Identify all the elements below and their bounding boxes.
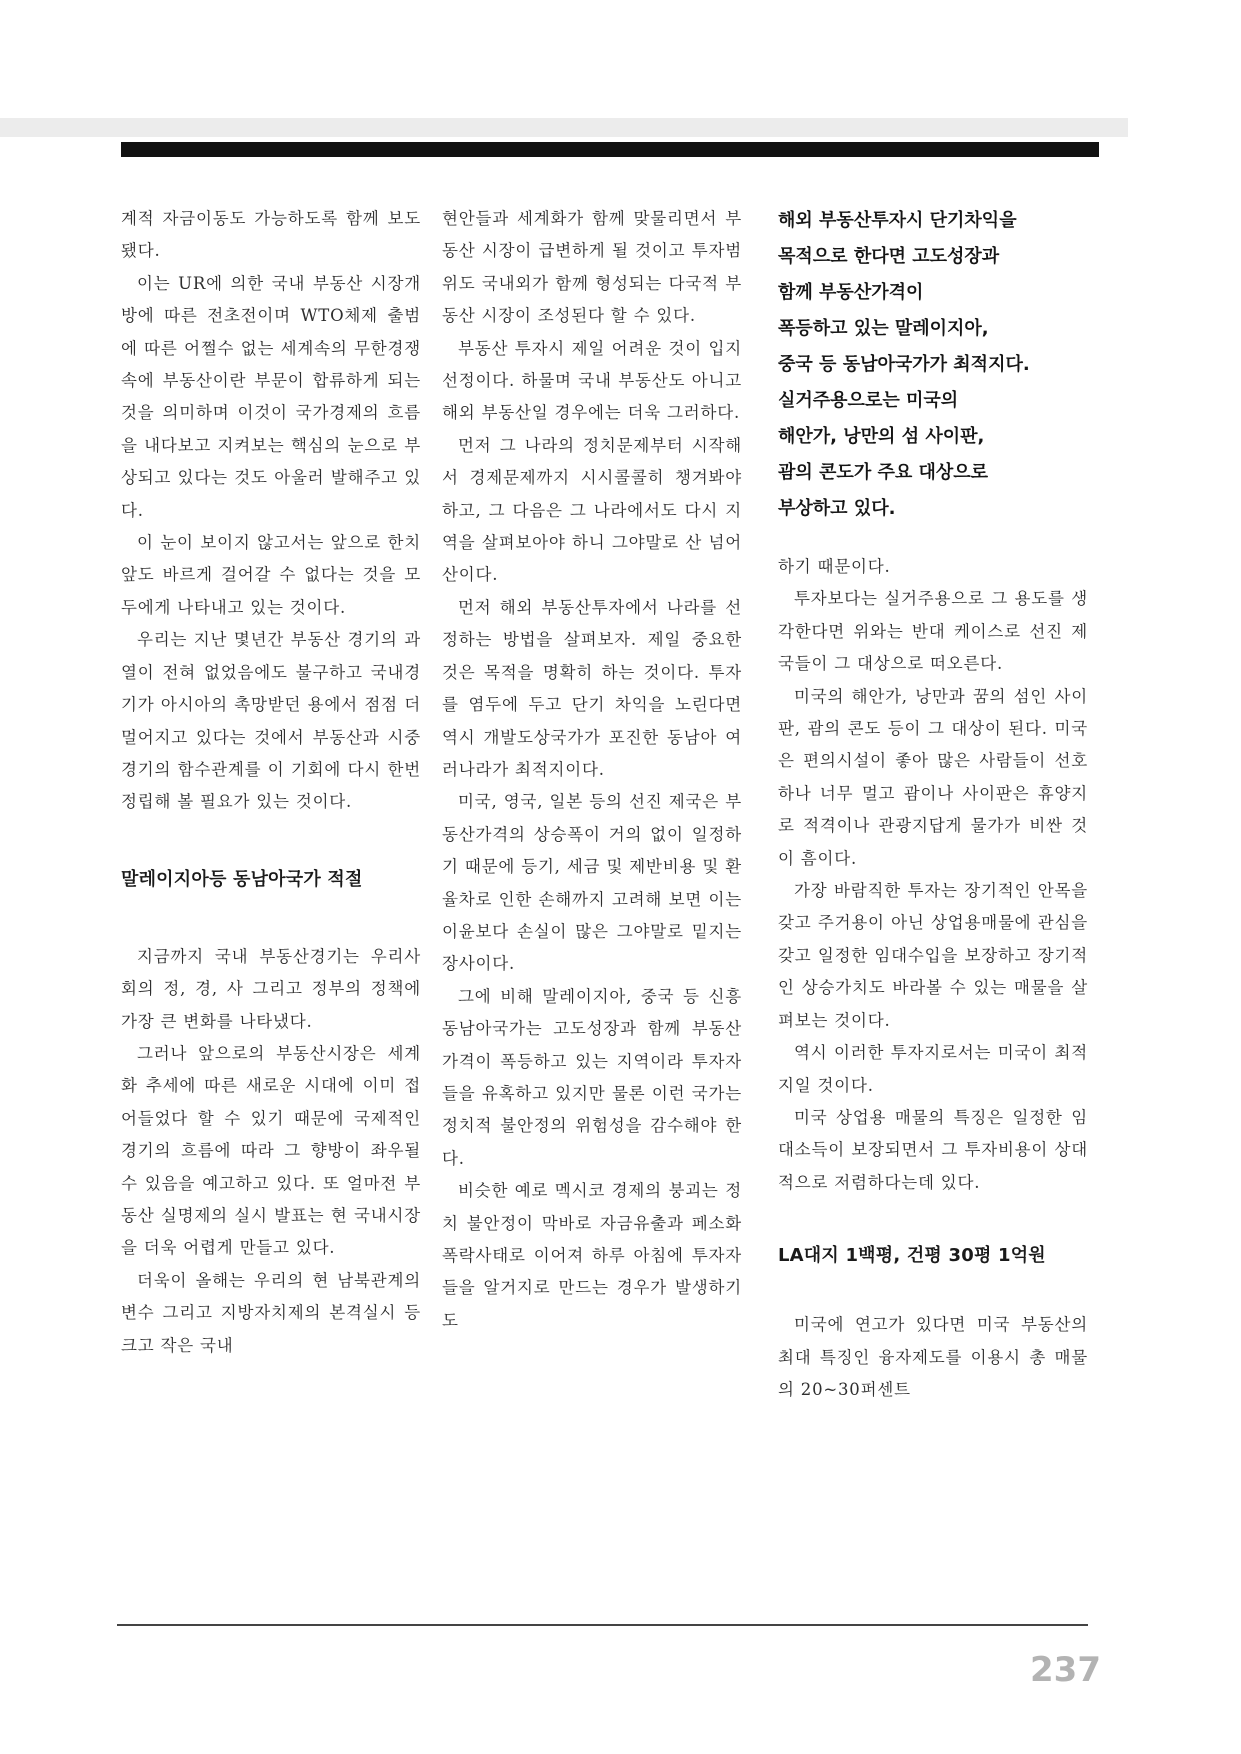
paragraph: 역시 이러한 투자지로서는 미국이 최적지일 것이다. [778,1043,1088,1095]
paragraph: 비슷한 예로 멕시코 경제의 붕괴는 정치 불안정이 막바로 자금유출과 페소화 폭락사태로 이어져 하루 아침에 투자자들을 알거지로 만드는 경우가 발생하기도 [442,1181,742,1330]
top-gray-band [0,118,1128,137]
paragraph: 가장 바람직한 투자는 장기적인 안목을 갖고 주거용이 아닌 상업용매물에 관심을 갖고 일정한 임대수입을 보장하고 장기적인 상승가치도 바라볼 수 있는 매물을 살펴보는 것이다. [778,881,1088,1030]
section-heading: 말레이지아등 동남아국가 적절 [121,868,363,890]
paragraph: 이는 UR에 의한 국내 부동산 시장개방에 따른 전초전이며 WTO체제 출범에 따른 어쩔수 없는 세계속의 무한경쟁속에 부동산이란 부문이 합류하게 되는 것을 의미하며 이것이 국가경제의 흐름을 내다보고 지켜보는 핵심의 눈으로 부상되고 있다는 것도 아울러 발해주고 있다. [121,273,421,520]
paragraph: 그에 비해 말레이지아, 중국 등 신흥 동남아국가는 고도성장과 함께 부동산가격이 폭등하고 있는 지역이라 투자자들을 유혹하고 있지만 물론 이런 국가는 정치적 불안정의 위험성을 감수해야 한다. [442,986,742,1168]
column-1 [121,203,421,1362]
paragraph: 미국, 영국, 일본 등의 선진 제국은 부동산가격의 상승폭이 거의 없이 일정하기 때문에 등기, 세금 및 제반비용 및 환율차로 인한 손해까지 고려해 보면 이는 이윤보다 손실이 많은 그야말로 밑지는 장사이다. [442,792,742,974]
paragraph: 먼저 해외 부동산투자에서 나라를 선정하는 방법을 살펴보자. 제일 중요한 것은 목적을 명확히 하는 것이다. 투자를 염두에 두고 단기 차익을 노린다면 역시 개발도상국가가 포진한 동남아 여러나라가 최적지이다. [442,597,742,779]
paragraph: 이 눈이 보이지 않고서는 앞으로 한치 앞도 바르게 걸어갈 수 없다는 것을 모두에게 나타내고 있는 것이다. [121,533,421,617]
paragraph: 미국 상업용 매물의 특징은 일정한 임대소득이 보장되면서 그 투자비용이 상대적으로 저렴하다는데 있다. [778,1107,1088,1192]
paragraph: 더욱이 올해는 우리의 현 남북관계의 변수 그리고 지방자치제의 본격실시 등 크고 작은 국내 [121,1270,421,1355]
paragraph: 우리는 지난 몇년간 부동산 경기의 과열이 전혀 없었음에도 불구하고 국내경기가 아시아의 촉망받던 용에서 점점 더 멀어지고 있다는 것에서 부동산과 시중경기의 함수관계를 이 기회에 다시 한번 정립해 볼 필요가 있는 것이다. [121,630,421,812]
section-heading: LA대지 1백평, 건평 30평 1억원 [778,1245,1046,1267]
pull-quote-line: 해안가, 낭만의 섬 사이판, [778,426,985,447]
pull-quote [778,203,1088,527]
page-number: 237 [1030,1650,1101,1690]
footer-rule [117,1624,1088,1626]
pull-quote-line: 폭등하고 있는 말레이지아, [778,318,989,339]
paragraph: 하기 때문이다. [778,557,891,576]
pull-quote-line: 괌의 콘도가 주요 대상으로 [778,462,989,483]
paragraph: 현안들과 세계화가 함께 맞물리면서 부동산 시장이 급변하게 될 것이고 투자범위도 국내외가 함께 형성되는 다국적 부동산 시장이 조성된다 할 수 있다. [442,209,742,326]
pull-quote-line: 실거주용으로는 미국의 [778,390,959,411]
column-2 [442,203,742,1337]
paragraph: 미국에 연고가 있다면 미국 부동산의 최대 특징인 융자제도를 이용시 총 매물의 20~30퍼센트 [778,1315,1088,1399]
header-rule [121,142,1099,157]
pull-quote-line: 해외 부동산투자시 단기차익을 [778,210,1017,231]
paragraph: 그러나 앞으로의 부동산시장은 세계화 추세에 따른 새로운 시대에 이미 접어들었다 할 수 있기 때문에 국제적인 경기의 흐름에 따라 그 향방이 좌우될 수 있음을 예고하고 있다. 또 얼마전 부동산 실명제의 실시 발표는 현 국내시장을 더욱 어렵게 만들고 있다. [121,1043,421,1258]
column-3 [778,203,1088,1406]
pull-quote-line: 중국 등 동남아국가가 최적지다. [778,354,1030,375]
pull-quote-line: 목적으로 한다면 고도성장과 [778,246,1000,267]
paragraph: 지금까지 국내 부동산경기는 우리사회의 정, 경, 사 그리고 정부의 정책에 가장 큰 변화를 나타냈다. [121,946,421,1031]
pull-quote-line: 부상하고 있다. [778,498,896,519]
pull-quote-line: 함께 부동산가격이 [778,282,924,303]
paragraph: 계적 자금이동도 가능하도록 함께 보도됐다. [121,209,421,261]
paragraph: 미국의 해안가, 낭만과 꿈의 섬인 사이판, 괌의 콘도 등이 그 대상이 된다. 미국은 편의시설이 좋아 많은 사람들이 선호하나 너무 멀고 괌이나 사이판은 휴양지로 적격이나 관광지답게 물가가 비싼 것이 흠이다. [778,686,1088,868]
paragraph: 부동산 투자시 제일 어려운 것이 입지선정이다. 하물며 국내 부동산도 아니고 해외 부동산일 경우에는 더욱 그러하다. [442,338,742,423]
paragraph: 투자보다는 실거주용으로 그 용도를 생각한다면 위와는 반대 케이스로 선진 제국들이 그 대상으로 떠오른다. [778,589,1088,674]
paragraph: 먼저 그 나라의 정치문제부터 시작해서 경제문제까지 시시콜콜히 챙겨봐야 하고, 그 다음은 그 나라에서도 다시 지역을 살펴보아야 하니 그야말로 산 넘어 산이다. [442,435,742,585]
